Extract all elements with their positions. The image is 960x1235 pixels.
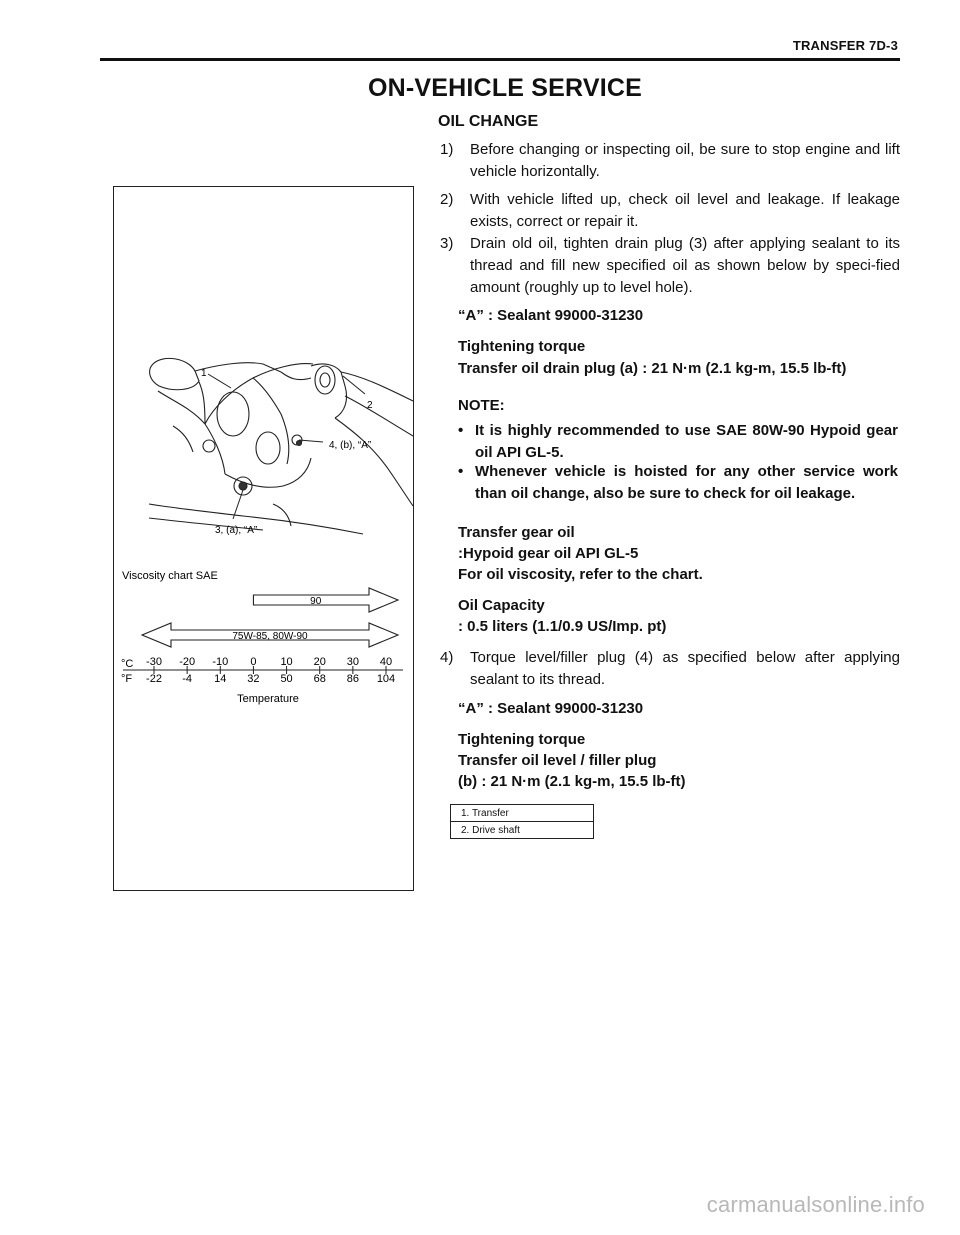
chart-title: Viscosity chart SAE [122, 570, 218, 582]
page-title: ON-VEHICLE SERVICE [367, 74, 643, 102]
fahrenheit-tick-label: 32 [247, 673, 260, 685]
bullet-dot: • [458, 422, 464, 439]
viscosity-bar-label: 90 [310, 596, 322, 607]
step-3 [440, 233, 900, 299]
chart-x-label: Temperature [237, 693, 299, 705]
fahrenheit-tick-label: 86 [346, 673, 359, 685]
step-4 [440, 647, 900, 691]
fahrenheit-label: °F [121, 673, 133, 685]
header-rule [100, 58, 900, 61]
torque-title: Tightening torque [458, 338, 586, 355]
step-number: 1) [440, 141, 454, 158]
step-number: 3) [440, 235, 454, 252]
fahrenheit-tick-label: 68 [313, 673, 326, 685]
step-text: Torque level/filler plug (4) as specified below after applying sealant to its thread. [470, 649, 900, 688]
legend-row [451, 822, 594, 839]
torque-title: Tightening torque [458, 731, 586, 748]
capacity-title: Oil Capacity [458, 597, 545, 614]
gear-oil-viscosity-note: For oil viscosity, refer to the chart. [458, 566, 703, 583]
step-text: Drain old oil, tighten drain plug (3) after applying sealant to its thread and fill new specified oil as shown below by speci-fied amount (roughly up to level hole). [470, 235, 900, 296]
figure-illustration [113, 186, 414, 891]
step-number: 4) [440, 649, 454, 666]
celsius-tick-label: 20 [313, 656, 326, 668]
note-bullet [458, 420, 898, 464]
sealant-spec: “A” : Sealant 99000-31230 [458, 700, 644, 717]
watermark: carmanualsonline.info [706, 1192, 925, 1217]
callout-1: 1 [201, 368, 207, 379]
note-text: It is highly recommended to use SAE 80W-90 Hypoid gear oil API GL-5. [475, 422, 898, 461]
celsius-tick-label: 0 [250, 656, 257, 668]
fahrenheit-tick-label: 14 [214, 673, 227, 685]
running-header: TRANSFER 7D-3 [792, 38, 898, 53]
step-text: Before changing or inspecting oil, be sure to stop engine and lift vehicle horizontally. [470, 141, 900, 180]
step-text: With vehicle lifted up, check oil level and leakage. If leakage exists, correct or repair it. [470, 191, 900, 230]
viscosity-chart [123, 588, 403, 685]
torque-value: (b) : 21 N·m (2.1 kg-m, 15.5 lb-ft) [458, 773, 686, 790]
note-text: Whenever vehicle is hoisted for any other service work than oil change, also be sure to check for oil leakage. [475, 463, 898, 502]
step-2 [440, 189, 900, 233]
parts-legend [450, 804, 594, 839]
section-heading: OIL CHANGE [438, 113, 539, 130]
gear-oil-type: :Hypoid gear oil API GL-5 [458, 545, 639, 562]
callout-3: 3, (a), “A” [215, 525, 258, 536]
callout-4: 4, (b), “A” [329, 440, 372, 451]
celsius-tick-label: 40 [379, 656, 393, 668]
torque-value: Transfer oil drain plug (a) : 21 N·m (2.1 kg-m, 15.5 lb-ft) [458, 360, 847, 377]
torque-location: Transfer oil level / filler plug [458, 752, 657, 769]
fahrenheit-tick-label: -4 [182, 673, 193, 685]
legend-item: 1. Transfer [451, 805, 594, 822]
celsius-label: °C [121, 658, 134, 670]
viscosity-bar-1 [253, 588, 398, 612]
celsius-tick-label: 30 [346, 656, 359, 668]
step-number: 2) [440, 191, 454, 208]
viscosity-bar-label: 75W-85, 80W-90 [232, 631, 308, 642]
legend-row [451, 805, 594, 822]
celsius-tick-label: -30 [146, 656, 162, 668]
transfer-case-illustration [149, 358, 413, 534]
celsius-tick-label: -10 [212, 656, 229, 668]
celsius-tick-label: -20 [179, 656, 196, 668]
celsius-tick-label: 10 [280, 656, 293, 668]
step-1 [440, 139, 900, 183]
capacity-value: : 0.5 liters (1.1/0.9 US/Imp. pt) [458, 618, 667, 635]
note-title: NOTE: [458, 397, 505, 414]
sealant-spec: “A” : Sealant 99000-31230 [458, 307, 644, 324]
fahrenheit-tick-label: 104 [376, 673, 396, 685]
fahrenheit-tick-label: -22 [146, 673, 162, 685]
legend-item: 2. Drive shaft [451, 822, 594, 839]
callout-2: 2 [367, 400, 373, 411]
gear-oil-title: Transfer gear oil [458, 524, 575, 541]
note-bullet [458, 461, 898, 505]
bullet-dot: • [458, 463, 464, 480]
fahrenheit-tick-label: 50 [280, 673, 293, 685]
